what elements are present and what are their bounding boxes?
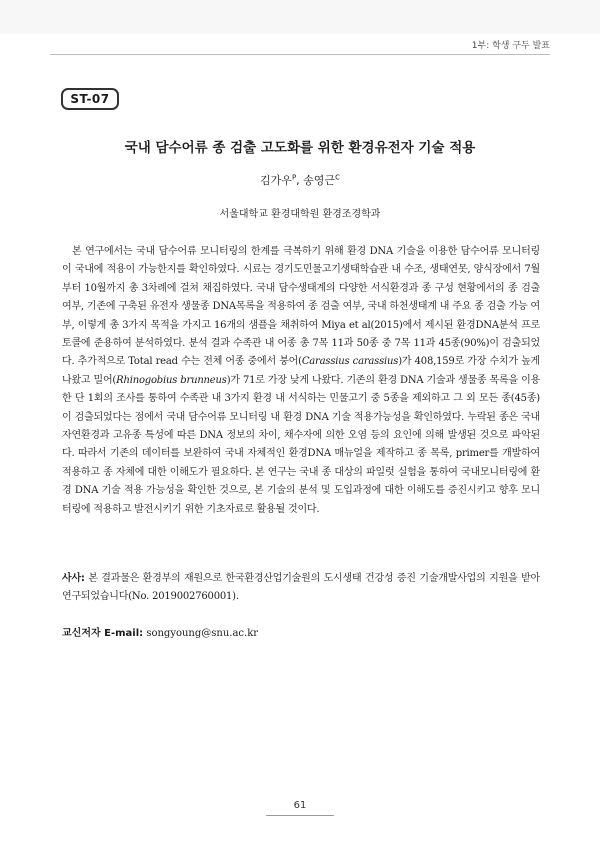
abstract-text: )가 71로 가장 낮게 나왔다. 기존의 환경 DNA 기술과 생물종 목록을 이용한 단 1회의 조사를 통하여 수족관 내 3가지 환경 내 서식하는 민물고기 중 5종을 제외하고 그 외 모든 종(45종)이 검출되었다는 점에서 국내 담수어류 모니터링 내 환경 DNA 기술 적용가능성을 확인하였다. 누락된 종은 국내 자연환경과 고유종 특성에 따른 DNA 정보의 차이, 채수자에 의한 오염 등의 요인에 의해 발생된 것으로 파악된다. 따라서 기존의 데이터를 보완하여 국내 자체적인 환경DNA 매뉴얼을 제작하고 종 목록, primer를 개발하여 적용하고 종 자체에 대한 이해도가 필요하다. 본 연구는 국내 종 대상의 파일럿 실험을 통하여 국내모니터링에 환경 DNA 기술 적용 가능성을 확인한 것으로, 본 기술의 분석 및 도입과정에 대한 이해도를 증진시키고 향후 모니터링에 적용하고 발전시키기 위한 기초자료로 활용될 것이다. [62,374,540,515]
top-band [0,0,600,34]
corresponding-label: 교신저자 E-mail: [62,628,144,639]
acknowledgement [62,570,540,607]
running-header: 1부: 학생 구두 발표 [471,41,550,51]
author-list [50,172,550,188]
acknowledgement-label: 사사: [62,573,85,584]
corresponding-email: songyoung@snu.ac.kr [143,628,259,639]
abstract-paragraph [62,243,540,519]
species-name: Carassius carassius [301,356,399,368]
author-name: 김가우 [260,174,292,187]
acknowledgement-text: 본 결과물은 환경부의 재원으로 한국환경산업기술원의 도시생태 건강성 증진 기술개발사업의 지원을 받아 연구되었습니다(No. 2019002760001). [62,573,540,603]
footer-divider [266,815,334,816]
species-name: Rhinogobius brunneus [116,374,227,386]
paper-code-badge: ST-07 [61,88,119,110]
author-superscript: P [291,173,297,182]
abstract-text: )가 408,159로 가장 수치가 높게 나왔고 밀어( [62,356,541,386]
page-number: 61 [293,800,307,811]
affiliation: 서울대학교 환경대학원 환경조경학과 [219,209,381,220]
header-divider [50,54,550,55]
corresponding-author [62,625,258,643]
author-separator: , [296,174,304,187]
paper-title: 국내 담수어류 종 검출 고도화를 위한 환경유전자 기술 적용 [124,140,476,156]
abstract-text: 본 연구에서는 국내 담수어류 모니터링의 한계를 극복하기 위해 환경 DNA 기술을 이용한 담수어류 모니터링이 국내에 적용이 가능한지를 확인하였다. 시료는 경기도민물고기생태학습관 내 수조, 생태연못, 양식장에서 7월부터 10월까지 총 3차례에 걸쳐 채집하였다. 국내 담수생태계의 다양한 서식환경과 종 구성 현황에서의 종 검출 여부, 기존에 구축된 유전자 생물종 DNA목록을 적용하여 종 검출 여부, 국내 하천생태계 내 주요 종 검출 가능 여부, 이렇게 총 3가지 목적을 가지고 16개의 샘플을 채취하여 Miya et al(2015)에서 제시된 환경DNA분석 프로토콜에 준용하여 분석하였다. 분석 결과 수족관 내 어종 총 7목 11과 50종 중 7목 11과 45종(90%)이 검출되었다. 추가적으로 Total read 수는 전체 어종 중에서 붕어( [62,246,540,368]
author-superscript: C [335,173,340,182]
author-name: 송영근 [303,174,336,187]
